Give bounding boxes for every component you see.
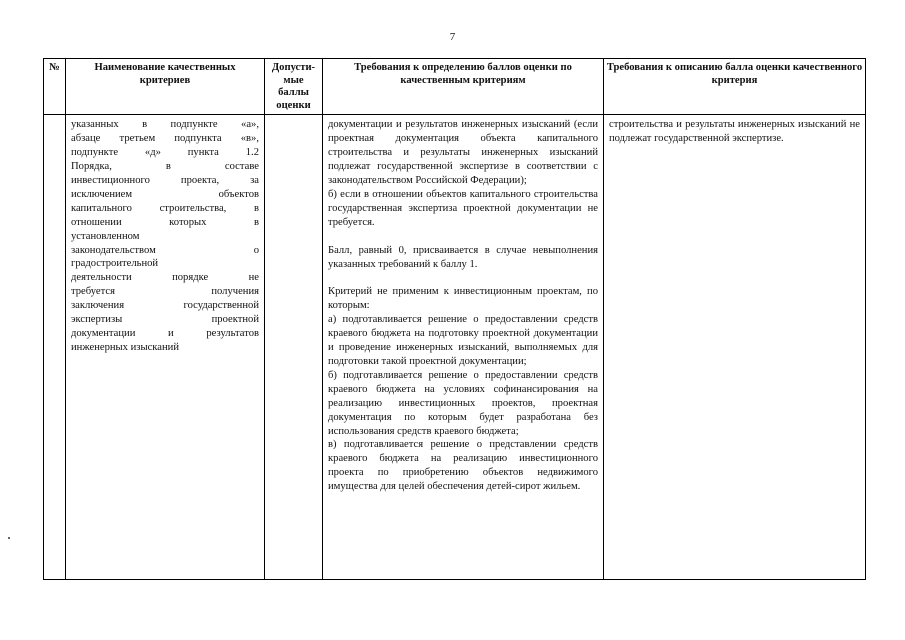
cell-score-requirements [323,115,604,580]
cell-criterion-name [66,115,265,580]
criterion-name-line: документации и результатов [71,327,259,339]
header-score-requirements: Требования к определению баллов оценки по качественным критериям [323,59,604,115]
criterion-name-line: деятельности порядке не [71,272,259,284]
table-row [44,115,866,580]
cell-number [44,115,66,580]
header-criterion-name: Наименование качественных критериев [66,59,265,115]
criteria-table [43,58,866,580]
criterion-name-line: абзаце третьем подпункта «в», [71,133,259,145]
header-allowed-scores: Допусти-мые баллы оценки [265,59,323,115]
criterion-name-line: отношении которых в [71,216,259,228]
criterion-name-line: подпункте «д» пункта 1.2 [71,147,259,159]
criterion-name-line: экспертизы проектной [71,314,259,326]
page-number: 7 [449,31,456,43]
cell-allowed-scores [265,115,323,580]
description-paragraph: строительства и результаты инженерных изысканий не подлежат государственной экспертизе. [609,119,860,145]
requirement-paragraph: Критерий не применим к инвестиционным проектам, по которым: [328,286,598,312]
criterion-name-line: инженерных изысканий [71,341,179,353]
criterion-name-line: Порядка, в составе [71,161,259,173]
criterion-name-line: исключением объектов [71,188,259,200]
paragraph-gap [328,271,598,285]
requirement-paragraph: документации и результатов инженерных изысканий (если проектная документация объекта капитального строительства и результаты инженерных изысканий подлежат государственной экспертизе в соответствии с законодательством Российской Федерации); [328,119,598,186]
paragraph-gap [328,230,598,244]
table-header-row [44,59,866,115]
requirement-paragraph: б) если в отношении объектов капитального строительства государственная экспертиза проектной документации не требуется. [328,188,598,228]
requirement-paragraph: б) подготавливается решение о предоставлении средств краевого бюджета на условиях софинансирования на реализацию инвестиционных проектов, проектная документация по которым будет разработана без использования средств краевого бюджета; [328,369,598,437]
requirement-paragraph: а) подготавливается решение о предоставлении средств краевого бюджета на подготовку проектной документации и проведение инженерных изысканий, выполняемых для подготовки такой проектной документации; [328,314,598,367]
requirement-paragraph: в) подготавливается решение о представлении средств краевого бюджета на реализацию инвестиционного проекта по приобретению объектов недвижимого имущества для целей обеспечения детей-сирот жильем. [328,439,598,493]
criterion-name-line: указанных в подпункте «а», [71,119,259,131]
criterion-name-line: требуется получения [71,286,259,298]
criterion-name-line: установленном [71,230,140,242]
header-number: № [44,59,66,115]
criterion-name-line: законодательством о [71,244,259,256]
requirement-paragraph: Балл, равный 0, присваивается в случае невыполнения указанных требований к баллу 1. [328,244,598,270]
header-score-description: Требования к описанию балла оценки качественного критерия [604,59,866,115]
cell-score-description [604,115,866,580]
criterion-name-line: инвестиционного проекта, за [71,175,259,186]
criterion-name-line: заключения государственной [71,300,259,312]
criterion-name-line: градостроительной [71,258,159,270]
scan-speck [8,537,10,539]
criterion-name-line: капитального строительства, в [71,202,259,214]
